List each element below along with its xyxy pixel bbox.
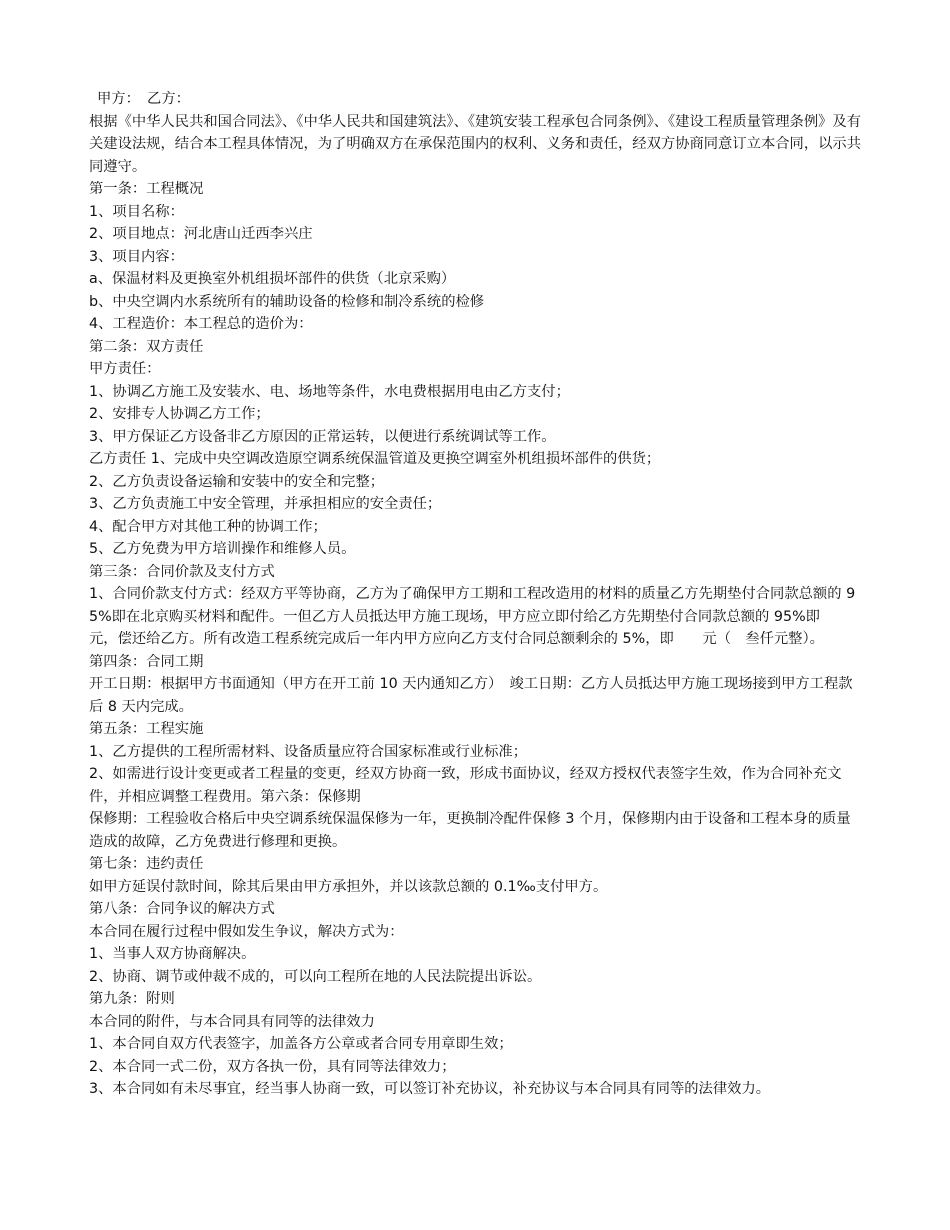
contract-paragraph: 第三条：合同价款及支付方式	[89, 563, 275, 580]
contract-paragraph: 开工日期：根据甲方书面通知（甲方在开工前 10 天内通知乙方） 竣工日期：乙方人员抵达甲方施工现场接到甲方工程款后 8 天内完成。	[89, 676, 853, 715]
contract-paragraph: 3、本合同如有未尽事宜，经当事人协商一致，可以签订补充协议，补充协议与本合同具有同等的法律效力。	[89, 1081, 771, 1097]
contract-paragraph: 第二条：双方责任	[89, 338, 204, 355]
contract-paragraph: 本合同在履行过程中假如发生争议，解决方式为：	[89, 923, 404, 940]
contract-paragraph: 4、工程造价：本工程总的造价为：	[89, 316, 313, 332]
contract-paragraph: 1、乙方提供的工程所需材料、设备质量应符合国家标准或行业标准；	[89, 743, 527, 760]
contract-paragraph: 5、乙方免费为甲方培训操作和维修人员。	[89, 541, 356, 557]
contract-paragraph: 1、项目名称：	[89, 203, 184, 220]
contract-paragraph: 1、合同价款支付方式：经双方平等协商，乙方为了确保甲方工期和工程改造用的材料的质量乙方先期垫付合同款总额的 95%即在北京购买材料和配件。一但乙方人员抵达甲方施工现场，甲方应立即付给乙方先期垫付合同款总额的 95%即 元，偿还给乙方。所有改造工程系统完成后一年内甲方应向乙方支付合同总额剩余的 5%，即 元（ 叁仟元整）。	[89, 586, 856, 647]
contract-paragraph: 4、配合甲方对其他工种的协调工作；	[89, 518, 327, 535]
contract-paragraph: 第四条：合同工期	[89, 653, 204, 670]
contract-paragraph: 3、乙方负责施工中安全管理，并承担相应的安全责任；	[89, 496, 442, 512]
contract-paragraph: 2、安排专人协调乙方工作；	[89, 406, 270, 422]
contract-paragraph: 本合同的附件，与本合同具有同等的法律效力	[89, 1013, 375, 1030]
contract-paragraph: 第九条：附则	[89, 991, 175, 1007]
contract-paragraph: 第五条：工程实施	[89, 721, 204, 737]
contract-body	[89, 111, 864, 1101]
contract-paragraph: 第一条：工程概况	[89, 181, 204, 197]
contract-paragraph: 保修期：工程验收合格后中央空调系统保温保修为一年，更换制冷配件保修 3 个月，保修期内由于设备和工程本身的质量造成的故障，乙方免费进行修理和更换。	[89, 811, 851, 850]
contract-paragraph: 乙方责任 1、完成中央空调改造原空调系统保温管道及更换空调室外机组损坏部件的供货；	[89, 451, 661, 467]
contract-paragraph: 1、协调乙方施工及安装水、电、场地等条件，水电费根据用电由乙方支付；	[89, 383, 570, 400]
parties-line: 甲方： 乙方：	[97, 91, 190, 107]
contract-paragraph: 2、项目地点：河北唐山迁西李兴庄	[89, 226, 313, 242]
contract-paragraph: b、中央空调内水系统所有的辅助设备的检修和制冷系统的检修	[89, 293, 485, 310]
contract-paragraph: 1、本合同自双方代表签字，加盖各方公章或者合同专用章即生效；	[89, 1036, 513, 1052]
contract-paragraph: 3、项目内容：	[89, 248, 184, 265]
contract-paragraph: 2、乙方负责设备运输和安装中的安全和完整；	[89, 473, 385, 490]
contract-paragraph: 甲方责任：	[89, 361, 161, 377]
contract-paragraph: 1、当事人双方协商解决。	[89, 946, 256, 962]
contract-paragraph: 如甲方延误付款时间，除其后果由甲方承担外，并以该款总额的 0.1‰支付甲方。	[89, 878, 608, 895]
contract-paragraph: 2、如需进行设计变更或者工程量的变更，经双方协商一致，形成书面协议，经双方授权代表签字生效，作为合同补充文件，并相应调整工程费用。第六条：保修期	[89, 766, 842, 805]
contract-paragraph: 第八条：合同争议的解决方式	[89, 901, 275, 917]
contract-paragraph: a、保温材料及更换室外机组损坏部件的供货（北京采购）	[89, 271, 456, 287]
contract-paragraph: 第七条：违约责任	[89, 856, 204, 872]
contract-paragraph: 2、协商、调节或仲裁不成的，可以向工程所在地的人民法院提出诉讼。	[89, 968, 542, 985]
contract-paragraph: 根据《中华人民共和国合同法》、《中华人民共和国建筑法》、《建筑安装工程承包合同条例》、《建设工程质量管理条例》及有关建设法规，结合本工程具体情况，为了明确双方在承保范围内的权利、义务和责任，经双方协商同意订立本合同，以示共同遵守。	[89, 113, 862, 175]
contract-document	[89, 88, 864, 1101]
contract-paragraph: 3、甲方保证乙方设备非乙方原因的正常运转，以便进行系统调试等工作。	[89, 428, 556, 445]
contract-paragraph: 2、本合同一式二份，双方各执一份，具有同等法律效力；	[89, 1058, 456, 1075]
